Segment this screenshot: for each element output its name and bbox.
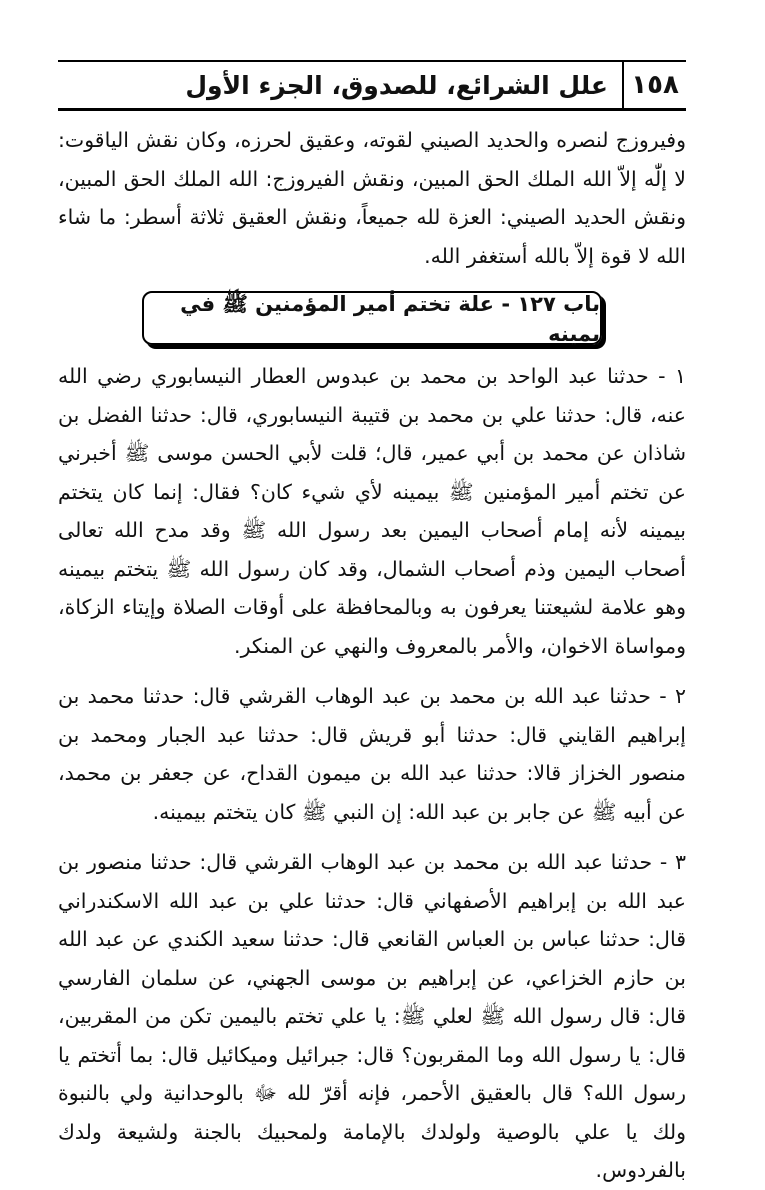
chapter-title: باب ١٢٧ - علة تختم أمير المؤمنين ﷺ في يمينه — [180, 291, 600, 346]
hadith-3: ٣ - حدثنا عبد الله بن محمد بن عبد الوهاب القرشي قال: حدثنا منصور بن عبد الله بن إبراهيم الأصفهاني قال: حدثنا علي بن عبد الله الاسكندراني قال: حدثنا عباس بن العباس القانعي قال: حدثنا سعيد الكندي عن عبد الله بن حازم الخزاعي، عن إبراهيم بن موسى الجهني، عن سلمان الفارسي قال: قال رسول الله ﷺ لعلي ﷺ: يا علي تختم باليمين تكن من المقربين، قال: يا رسول الله وما المقربون؟ قال: جبرائيل وميكائيل قال: بما أتختم يا رسول الله؟ قال بالعقيق الأحمر، فإنه أقرّ لله ﷻ بالوحدانية ولي بالنبوة ولك يا علي بالوصية ولولدك بالإمامة ولمحبيك بالجنة ولشيعة ولدك بالفردوس. — [58, 850, 686, 1182]
intro-paragraph: وفيروزج لنصره والحديد الصيني لقوته، وعقيق لحرزه، وكان نقش الياقوت: لا إلّٰه إلاّ الله الملك الحق المبين، ونقش الفيروزج: الله الملك الحق المبين، ونقش الحديد الصيني: العزة لله جميعاً، ونقش العقيق ثلاثة أسطر: ما شاء الله لا قوة إلاّ بالله أستغفر الله. — [58, 128, 686, 268]
running-title: علل الشرائع، للصدوق، الجزء الأول — [185, 70, 608, 100]
chapter-heading — [142, 291, 602, 345]
hadith-1: ١ - حدثنا عبد الواحد بن محمد بن عبدوس العطار النيسابوري رضي الله عنه، قال: حدثنا علي بن محمد بن قتيبة النيسابوري، قال: حدثنا الفضل بن شاذان عن محمد بن أبي عمير، قال؛ قلت لأبي الحسن موسى ﷺ أخبرني عن تختم أمير المؤمنين ﷺ بيمينه لأي شيء كان؟ فقال: إنما كان يتختم بيمينه لأنه إمام أصحاب اليمين بعد رسول الله ﷺ وقد مدح الله تعالى أصحاب اليمين وذم أصحاب الشمال، وقد كان رسول الله ﷺ يتختم بيمينه وهو علامة لشيعتنا يعرفون به وبالمحافظة على أوقات الصلاة وإيتاء الزكاة، ومواساة الاخوان، والأمر بالمعروف والنهي عن المنكر. — [58, 364, 686, 658]
hadith-2: ٢ - حدثنا عبد الله بن محمد بن عبد الوهاب القرشي قال: حدثنا محمد بن إبراهيم القايني قال: حدثنا أبو قريش قال: حدثنا عبد الجبار ومحمد بن منصور الخزاز قالا: حدثنا عبد الله بن ميمون القداح، عن جعفر بن محمد، عن أبيه ﷺ عن جابر بن عبد الله: إن النبي ﷺ كان يتختم بيمينه. — [58, 684, 686, 824]
book-page — [58, 60, 686, 1190]
page-number: ١٥٨ — [622, 62, 686, 108]
page-header — [58, 60, 686, 111]
